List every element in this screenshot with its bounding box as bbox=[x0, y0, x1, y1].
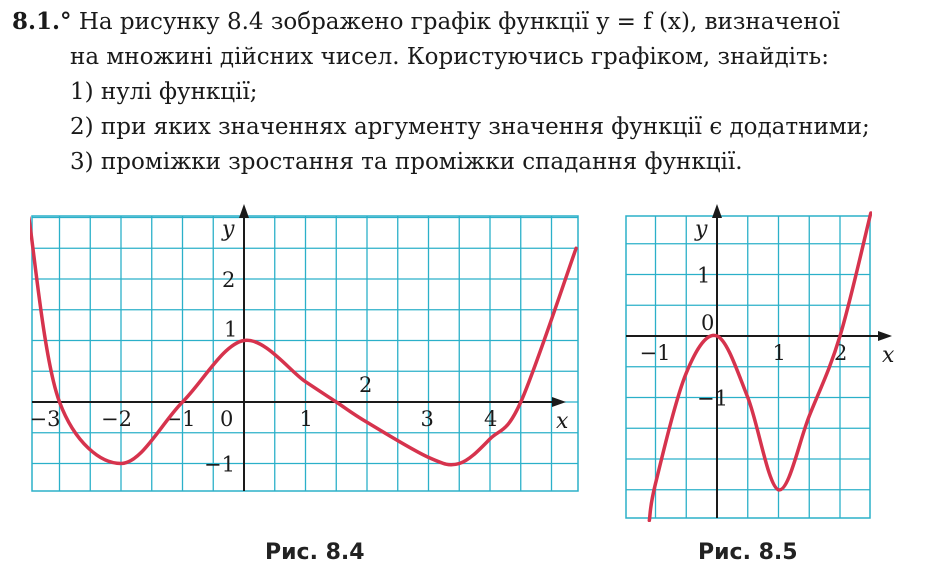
x-tick-label: 0 bbox=[220, 407, 234, 431]
x-tick-label: −3 bbox=[29, 407, 61, 431]
x-axis-arrow bbox=[878, 331, 892, 341]
y-tick-label: 1 bbox=[697, 263, 711, 288]
x-axis-label: x bbox=[556, 409, 569, 434]
y-tick-label: −1 bbox=[204, 452, 235, 477]
task-text-1: На рисунку 8.4 зображено графік функції y = f (x), визначеної bbox=[78, 9, 840, 35]
x-tick-label: 1 bbox=[299, 407, 313, 431]
x-axis-label: x bbox=[882, 343, 895, 368]
x-tick-label: −1 bbox=[639, 341, 671, 365]
task-number: 8.1.° bbox=[12, 8, 72, 35]
x-tick-label: 2 bbox=[834, 341, 848, 365]
y-axis-arrow bbox=[239, 204, 249, 218]
task-line-2: на множині дійсних чисел. Користуючись графіком, знайдіть: bbox=[70, 44, 829, 70]
figure-8-5-chart bbox=[610, 200, 910, 530]
x-tick-label: 2 bbox=[359, 373, 373, 397]
task-item-3: 3) проміжки зростання та проміжки спадання функції. bbox=[70, 149, 743, 175]
x-tick-label: 1 bbox=[772, 341, 786, 365]
y-axis-label: y bbox=[222, 217, 235, 242]
task-statement bbox=[12, 4, 947, 180]
y-tick-label: 1 bbox=[224, 317, 238, 342]
task-item-1: 1) нулі функції; bbox=[70, 79, 258, 105]
y-axis-arrow bbox=[712, 204, 722, 218]
task-item-2: 2) при яких значеннях аргументу значення функції є додатними; bbox=[70, 114, 870, 140]
x-tick-label: −1 bbox=[164, 407, 196, 431]
caption-fig-8-4: Рис. 8.4 bbox=[265, 540, 365, 565]
y-tick-label: 2 bbox=[222, 268, 236, 292]
caption-fig-8-5: Рис. 8.5 bbox=[698, 540, 798, 565]
x-axis-arrow bbox=[552, 397, 566, 407]
task-line-1 bbox=[12, 4, 947, 40]
x-tick-label: 4 bbox=[484, 407, 498, 431]
y-axis-label: y bbox=[695, 217, 708, 242]
y-tick-label: −1 bbox=[697, 386, 728, 411]
x-tick-label: −2 bbox=[101, 407, 132, 431]
figure-8-4-chart bbox=[0, 200, 600, 520]
x-tick-label: 3 bbox=[420, 407, 434, 431]
y-tick-label: 0 bbox=[701, 311, 715, 335]
